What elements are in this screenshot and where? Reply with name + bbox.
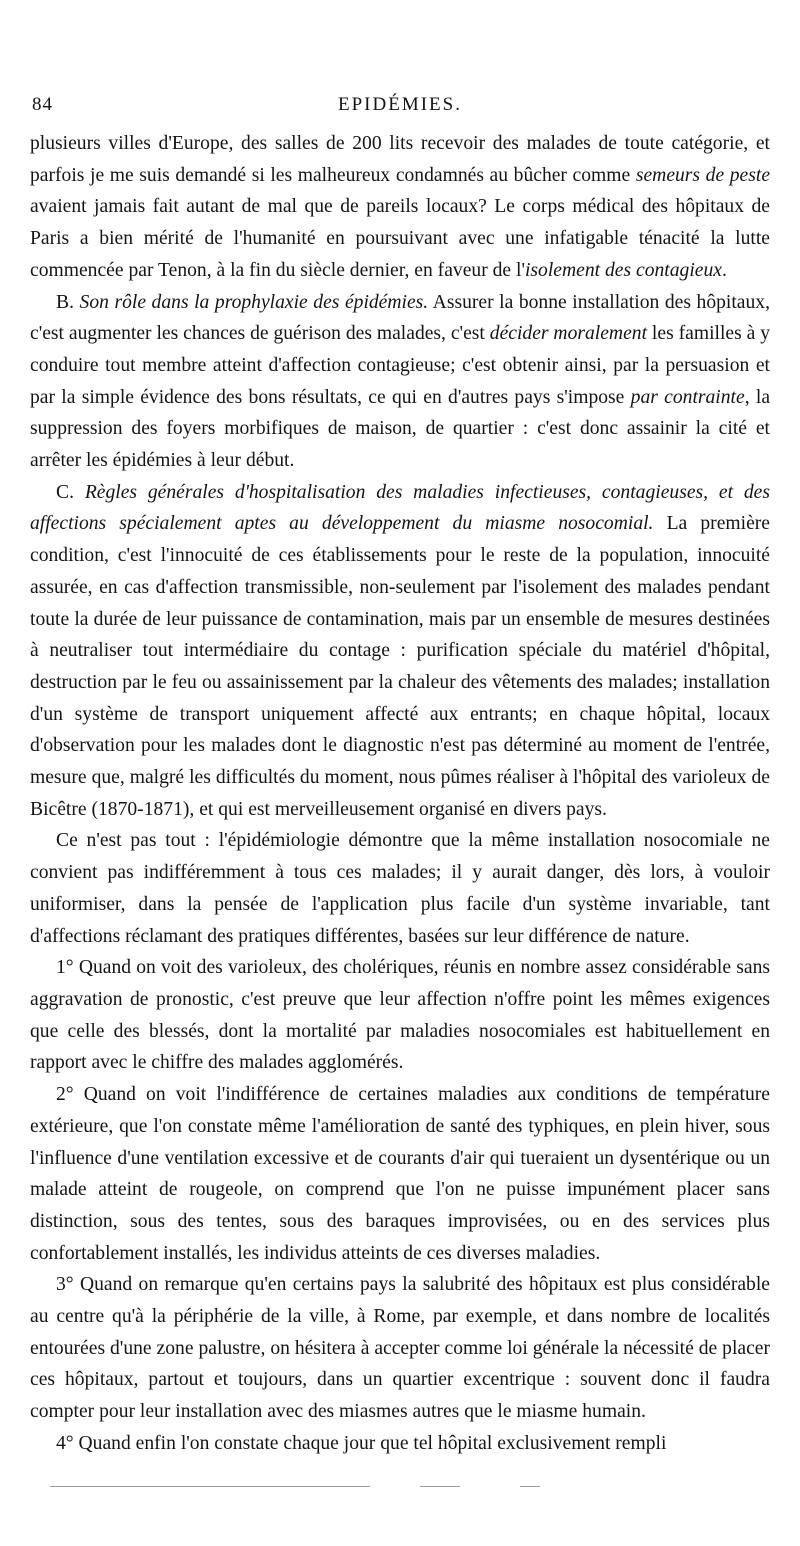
italic-text: Règles générales d'hospitalisation des maladies infectieuses, contagieuses, et des affections spécialement aptes au développement du miasme nosocomial.: [30, 481, 770, 535]
paragraph: [30, 287, 770, 477]
footer-artifacts: [0, 1464, 800, 1504]
book-page: [30, 88, 770, 1460]
paragraph: [30, 128, 770, 287]
paragraph: [30, 952, 770, 1079]
italic-text: Son rôle dans la prophylaxie des épidémies.: [79, 291, 429, 313]
text-run: 3° Quand on remarque qu'en certains pays la salubrité des hôpitaux est plus considérable au centre qu'à la périphérie de la ville, à Rome, par exemple, et dans nombre de localités entourées d'une zone palustre, on hésitera à accepter comme loi générale la nécessité de placer ces hôpitaux, partout et toujours, dans un quartier excentrique : souvent donc il faudra compter pour leur installation avec des miasmes autres que le miasme humain.: [30, 1274, 770, 1423]
text-run: Assurer la bonne installation des hôpitaux, c'est augmenter les chances de guérison des malades, c'est: [30, 291, 770, 345]
paragraph: [30, 1269, 770, 1428]
paragraph: [30, 477, 770, 826]
text-run: La première condition, c'est l'innocuité de ces établissements pour le reste de la population, innocuité assurée, en cas d'affection transmissible, non-seulement par l'isolement des malades pendant toute la durée de leur puissance de contamination, mais par un ensemble de mesures destinées à neutraliser tout intermédiaire du contage : purification spéciale du matériel d'hôpital, destruction par le feu ou assainissement par la chaleur des vêtements des malades; installation d'un système de transport uniquement affecté aux entrants; en chaque hôpital, locaux d'observation pour les malades dont le diagnostic n'est pas déterminé au moment de l'entrée, mesure que, malgré les difficultés du moment, nous pûmes réaliser à l'hôpital des varioleux de Bicêtre (1870-1871), et qui est merveilleusement organisé en divers pays.: [30, 513, 770, 820]
italic-text: décider moralement: [489, 323, 648, 345]
text-run: les familles à y conduire tout membre atteint d'affection contagieuse; c'est obtenir ainsi, par la persuasion et par la simple évidence des bons résultats, ce qui en d'autres pays s'impose: [30, 323, 771, 408]
text-run: 1° Quand on voit des varioleux, des cholériques, réunis en nombre assez considérable sans aggravation de pronostic, c'est preuve que leur affection n'offre point les mêmes exigences que celle des blessés, dont la mortalité par maladies nosocomiales est habituellement en rapport avec le chiffre des malades agglomérés.: [30, 957, 770, 1074]
text-run: 4° Quand enfin l'on constate chaque jour que tel hôpital exclusivement rempli: [56, 1432, 667, 1454]
italic-text: semeurs de peste: [635, 164, 771, 186]
italic-text: isolement des contagieux: [524, 259, 722, 281]
text-run: , la suppression des foyers morbifiques de maison, de quartier : c'est donc assainir la cité et arrêter les épidémies à leur début.: [30, 386, 771, 472]
text-run: plusieurs villes d'Europe, des salles de 200 lits recevoir des malades de toute catégorie, et parfois je me suis demandé si les malheureux condamnés au bûcher comme: [30, 133, 770, 186]
paragraph: [30, 1079, 770, 1269]
text-run: .: [721, 259, 727, 281]
running-head: EPIDÉMIES.: [338, 94, 462, 115]
scan-mark: [520, 1486, 540, 1487]
text-run: 2° Quand on voit l'indifférence de certaines maladies aux conditions de température extérieure, que l'on constate même l'amélioration de santé des typhiques, en plein hiver, sous l'influence d'une ventilation excessive et de courants d'air qui tueraient un dysentérique ou un malade atteint de rougeole, on comprend que l'on ne puisse impunément placer sans distinction, sous des tentes, sous des baraques improvisées, ou en des services plus confortablement installés, les individus atteints de ces diverses maladies.: [30, 1084, 770, 1264]
text-run: B.: [56, 291, 80, 313]
page-number: 84: [32, 94, 53, 115]
text-run: Ce n'est pas tout : l'épidémiologie démontre que la même installation nosocomiale ne convient pas indifféremment à tous ces malades; il y aurait danger, dès lors, à vouloir uniformiser, dans la pensée de l'application plus facile d'un système invariable, tant d'affections réclamant des pratiques différentes, basées sur leur différence de nature.: [30, 830, 770, 947]
text-run: C.: [56, 481, 85, 503]
paragraph: [30, 825, 770, 952]
scan-mark: [50, 1486, 370, 1487]
scan-mark: [420, 1486, 460, 1487]
paragraph: [30, 1428, 770, 1460]
text-run: avaient jamais fait autant de mal que de pareils locaux? Le corps médical des hôpitaux de Paris a bien mérité de l'humanité en poursuivant avec une infatigable ténacité la lutte commencée par Tenon, à la fin du siècle dernier, en faveur de l': [30, 196, 770, 281]
italic-text: par contrainte: [630, 386, 745, 408]
page-header: [30, 88, 770, 128]
body-text: [30, 128, 770, 1460]
